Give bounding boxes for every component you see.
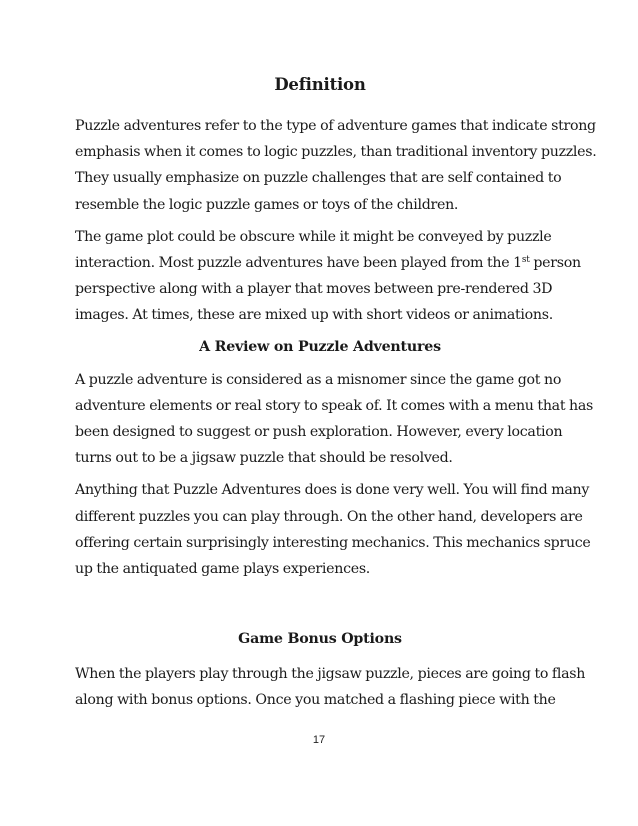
text-line: offering certain surprisingly interesting mechanics. This mechanics spruce (75, 534, 591, 551)
text-line: turns out to be a jigsaw puzzle that should be resolved. (75, 450, 453, 467)
heading-definition: Definition (274, 75, 366, 94)
paragraph-review-1 (75, 367, 594, 472)
text-line: images. At times, these are mixed up with short videos or animations. (75, 307, 553, 324)
paragraph-review-2 (75, 477, 591, 582)
text-line: Puzzle adventures refer to the type of adventure games that indicate strong (75, 118, 596, 134)
text-line: They usually emphasize on puzzle challenges that are self contained to (75, 170, 562, 187)
paragraph-definition-1 (75, 113, 597, 218)
page-number: 17 (312, 734, 326, 746)
page-content (75, 72, 597, 714)
text-line: The game plot could be obscure while it might be conveyed by puzzle (75, 228, 552, 245)
text-line: When the players play through the jigsaw puzzle, pieces are going to flash (75, 666, 586, 683)
text-line: resemble the logic puzzle games or toys of the children. (75, 196, 459, 213)
text-line: up the antiquated game plays experiences. (75, 561, 371, 578)
text-line: different puzzles you can play through. On the other hand, developers are (75, 508, 583, 525)
text-line: been designed to suggest or push exploration. However, every location (75, 424, 563, 441)
text-line: Anything that Puzzle Adventures does is done very well. You will find many (75, 482, 590, 499)
text-line: emphasis when it comes to logic puzzles, than traditional inventory puzzles. (75, 144, 597, 161)
ordinal-superscript: st (521, 255, 530, 266)
heading-game-bonus: Game Bonus Options (238, 631, 402, 648)
text-line: A puzzle adventure is considered as a misnomer since the game got no (75, 371, 562, 388)
text-line: person (529, 255, 581, 272)
text-line: adventure elements or real story to speak of. It comes with a menu that has (75, 397, 594, 414)
paragraph-definition-2 (75, 224, 581, 329)
paragraph-bonus-1 (75, 661, 586, 713)
text-line: interaction. Most puzzle adventures have been played from the 1 (75, 255, 522, 272)
text-line: perspective along with a player that moves between pre-rendered 3D (75, 281, 553, 298)
heading-review: A Review on Puzzle Adventures (199, 338, 441, 355)
text-line: along with bonus options. Once you matched a flashing piece with the (75, 692, 556, 709)
